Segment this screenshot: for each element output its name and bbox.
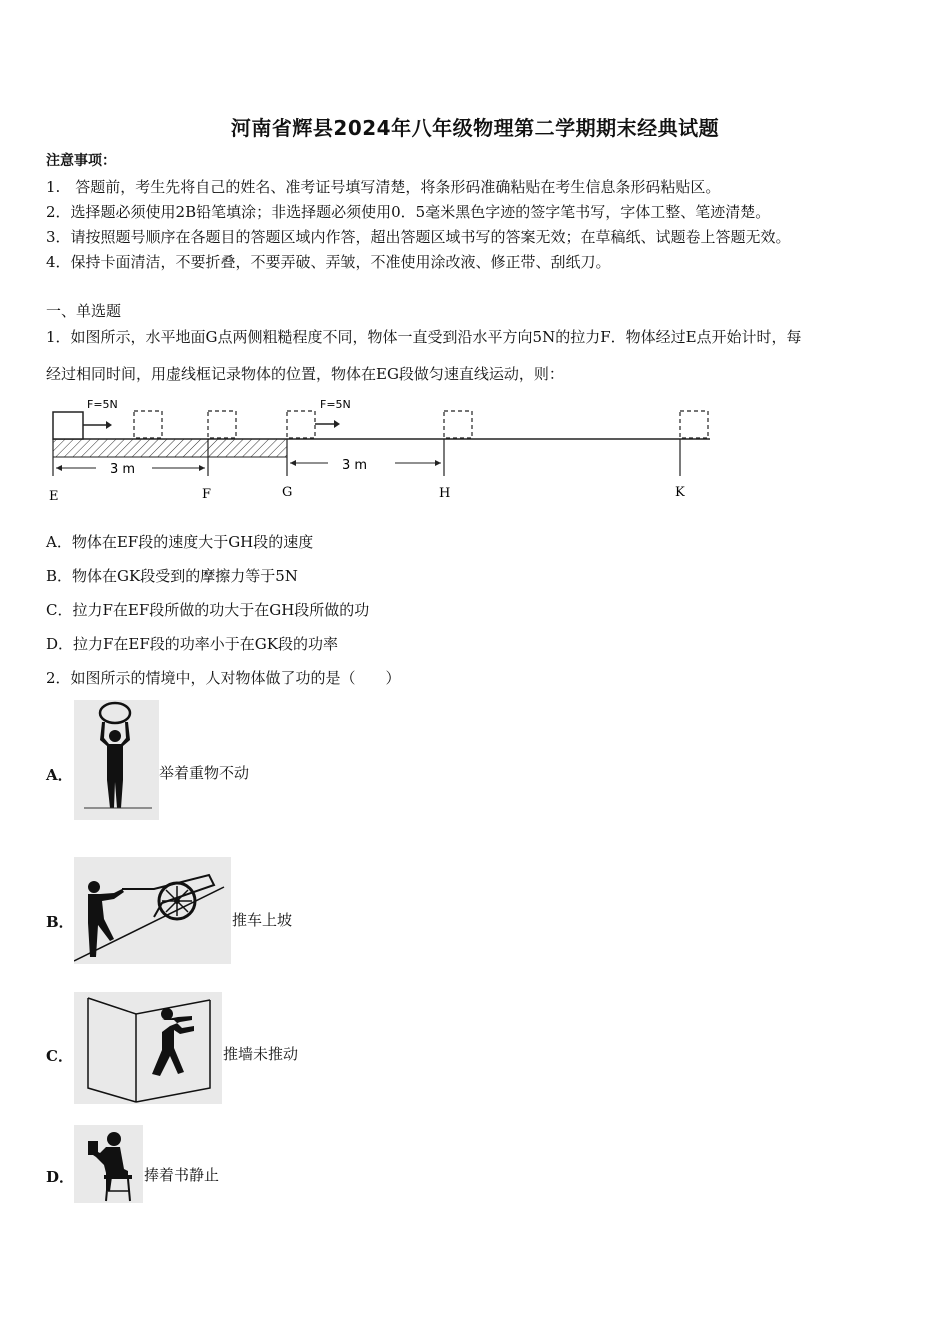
q2-option-d-letter[interactable]: D．	[46, 1168, 75, 1186]
point-label-f: F	[202, 487, 212, 502]
q1-option-a[interactable]: A．物体在EF段的速度大于GH段的速度	[46, 533, 314, 551]
q1-option-c[interactable]: C．拉力F在EF段所做的功大于在GH段所做的功	[46, 601, 370, 619]
q2-option-b-text: 推车上坡	[232, 911, 293, 929]
person-pushing-wall-icon	[74, 992, 222, 1104]
q2-option-b-image[interactable]	[74, 857, 231, 964]
force-label-1: F=5N	[87, 398, 118, 411]
person-holding-book-icon	[74, 1125, 143, 1203]
q2-option-b-letter[interactable]: B．	[46, 913, 74, 931]
notice-item-3: 3．请按照题号顺序在各题目的答题区域内作答，超出答题区域书写的答案无效；在草稿纸、试题卷上答题无效。	[46, 228, 791, 246]
distance-label-gh: 3 m	[342, 458, 368, 473]
person-pushing-cart-icon	[74, 857, 231, 964]
point-label-k: K	[675, 485, 685, 500]
q2-option-a-image[interactable]	[74, 700, 159, 820]
q2-option-c-image[interactable]	[74, 992, 222, 1104]
q2-option-c-text: 推墙未推动	[223, 1045, 299, 1063]
distance-label-ef: 3 m	[110, 462, 136, 477]
dashed-position-box	[287, 411, 315, 438]
q2-option-c-letter[interactable]: C．	[46, 1047, 73, 1065]
q1-stem-line1: 1．如图所示，水平地面G点两侧粗糙程度不同，物体一直受到沿水平方向5N的拉力F．物体经过E点开始计时，每	[46, 328, 802, 346]
q2-option-d-text: 捧着书静止	[144, 1166, 220, 1184]
dashed-position-box	[444, 411, 472, 438]
dashed-position-box	[208, 411, 236, 438]
person-holding-weight-icon	[74, 700, 159, 820]
notice-item-2: 2．选择题必须使用2B铅笔填涂；非选择题必须使用0．5毫米黑色字迹的签字笔书写，字体工整、笔迹清楚。	[46, 203, 771, 221]
section-heading: 一、单选题	[46, 302, 122, 320]
notice-heading: 注意事项：	[46, 153, 116, 169]
page-title: 河南省辉县2024年八年级物理第二学期期末经典试题	[230, 116, 720, 140]
q1-option-d[interactable]: D．拉力F在EF段的功率小于在GK段的功率	[46, 635, 338, 653]
dashed-position-box	[134, 411, 162, 438]
q2-option-a-letter[interactable]: A．	[46, 766, 73, 784]
point-label-g: G	[282, 485, 293, 500]
q2-option-d-image[interactable]	[74, 1125, 143, 1203]
notice-item-4: 4．保持卡面清洁，不要折叠，不要弄破、弄皱，不准使用涂改液、修正带、刮纸刀。	[46, 253, 611, 271]
q1-option-b[interactable]: B．物体在GK段受到的摩擦力等于5N	[46, 567, 298, 585]
point-label-h: H	[439, 486, 451, 501]
rough-ground-hatch	[53, 439, 287, 457]
q1-motion-diagram	[40, 396, 730, 506]
point-label-e: E	[49, 489, 59, 504]
q2-option-a-text: 举着重物不动	[159, 764, 250, 782]
object-block	[53, 412, 83, 439]
force-label-2: F=5N	[320, 398, 351, 411]
dashed-position-box	[680, 411, 708, 438]
notice-item-1: 1. 答题前，考生先将自己的姓名、准考证号填写清楚，将条形码准确粘贴在考生信息条形码粘贴区。	[46, 178, 721, 196]
q2-stem: 2．如图所示的情境中，人对物体做了功的是（ ）	[46, 669, 401, 687]
q1-stem-line2: 经过相同时间，用虚线框记录物体的位置，物体在EG段做匀速直线运动，则：	[46, 365, 564, 383]
